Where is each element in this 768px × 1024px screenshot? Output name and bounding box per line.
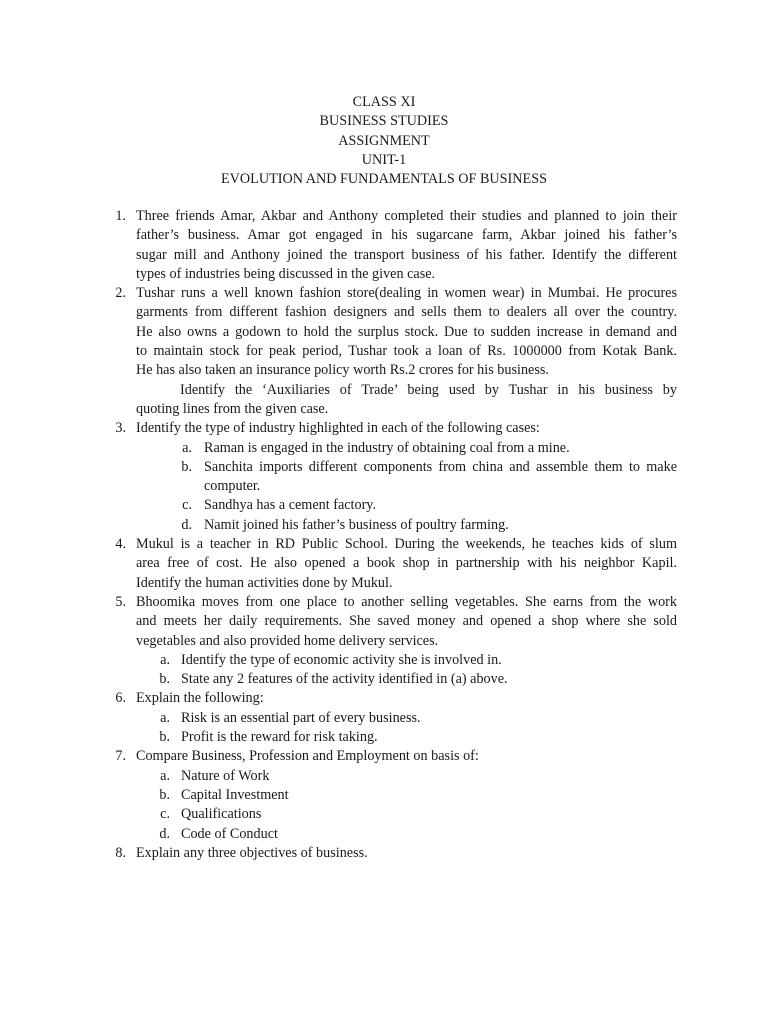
question-2 — [0, 284, 768, 303]
question-number: 6. — [115, 690, 126, 707]
unit-heading: UNIT-1 — [361, 151, 407, 168]
question-6 — [0, 689, 768, 708]
question-number: 7. — [115, 748, 126, 765]
sub-item-marker: a. — [160, 767, 170, 784]
sub-item-marker: d. — [181, 516, 192, 533]
question-list — [0, 207, 768, 863]
question-text-line: types of industries being discussed in the given case. — [136, 265, 436, 282]
sub-item — [0, 805, 768, 824]
question-text-line: He has also taken an insurance policy worth Rs.2 crores for his business. — [136, 362, 549, 379]
question-text-line: garments from different fashion designers and sells them to dealers all over the country. — [136, 304, 677, 321]
question-4 — [0, 535, 768, 554]
sub-item-marker: a. — [160, 651, 170, 668]
sub-item-marker: b. — [159, 729, 170, 746]
sub-item-text: Namit joined his father’s business of poultry farming. — [204, 516, 509, 533]
question-text-line: He also owns a godown to hold the surplus stock. Due to sudden increase in demand and — [136, 323, 677, 340]
assignment-heading: ASSIGNMENT — [338, 132, 430, 149]
sub-item-text: Code of Conduct — [181, 825, 278, 842]
sub-item — [0, 496, 768, 515]
question-text-line: sugar mill and Anthony joined the transport business of his father. Identify the different — [136, 246, 677, 263]
sub-item — [0, 670, 768, 689]
question-text-line: Three friends Amar, Akbar and Anthony completed their studies and planned to join their — [136, 208, 677, 224]
sub-item-marker: c. — [160, 806, 170, 823]
sub-item-marker: b. — [181, 458, 192, 475]
sub-item-text: Sanchita imports different components from china and assemble them to make — [204, 458, 677, 475]
question-number: 3. — [115, 420, 126, 437]
question-text-line: Explain any three objectives of business. — [136, 844, 368, 861]
sub-item-text: Qualifications — [181, 806, 262, 823]
question-number: 5. — [115, 593, 126, 610]
question-text-line: Identify the type of industry highlighted in each of the following cases: — [136, 420, 540, 437]
sub-item-marker: b. — [159, 671, 170, 688]
question-text-line: Explain the following: — [136, 690, 264, 707]
question-text-line: quoting lines from the given case. — [136, 400, 329, 417]
question-1 — [0, 207, 768, 226]
question-text-line: Identify the ‘Auxiliaries of Trade’ being used by Tushar in his business by — [180, 381, 677, 398]
question-3 — [0, 419, 768, 438]
question-text-line: Bhoomika moves from one place to another selling vegetables. She earns from the work — [136, 593, 677, 610]
sub-item-text: Sandhya has a cement factory. — [204, 497, 377, 514]
sub-item — [0, 709, 768, 728]
sub-item — [0, 458, 768, 477]
question-text-line: Compare Business, Profession and Employment on basis of: — [136, 748, 479, 765]
question-number: 1. — [115, 208, 126, 224]
sub-item-text: Profit is the reward for risk taking. — [181, 729, 378, 746]
class-heading: CLASS XI — [352, 94, 416, 110]
subject-heading: BUSINESS STUDIES — [319, 113, 449, 130]
question-text-line: and meets her daily requirements. She saved money and opened a shop where she sold — [136, 613, 677, 630]
sub-item-text: computer. — [204, 478, 261, 495]
question-5 — [0, 593, 768, 612]
sub-item — [0, 651, 768, 670]
question-text-line: to maintain stock for peak period, Tushar took a loan of Rs. 1000000 from Kotak Bank. — [136, 343, 677, 360]
sub-item-text: Risk is an essential part of every business. — [181, 709, 421, 726]
question-text-line: Mukul is a teacher in RD Public School. During the weekends, he teaches kids of slum — [136, 536, 677, 553]
question-text-line: vegetables and also provided home delivery services. — [136, 632, 439, 649]
sub-item-marker: a. — [182, 439, 192, 456]
sub-item — [0, 728, 768, 747]
sub-item — [0, 767, 768, 786]
question-number: 2. — [115, 285, 126, 302]
question-text-line: father’s business. Amar got engaged in his sugarcane farm, Akbar joined his father’s — [136, 227, 677, 244]
question-number: 4. — [115, 536, 126, 553]
sub-item-marker: d. — [159, 825, 170, 842]
sub-item — [0, 439, 768, 458]
question-text-line: area free of cost. He also opened a book shop in partnership with his neighbor Kapil. — [136, 555, 677, 572]
sub-item-text: Identify the type of economic activity she is involved in. — [181, 651, 502, 668]
sub-item-marker: b. — [159, 786, 170, 803]
sub-item-text: State any 2 features of the activity identified in (a) above. — [181, 671, 508, 688]
sub-item — [0, 516, 768, 535]
question-number: 8. — [115, 844, 126, 861]
sub-item-text: Raman is engaged in the industry of obtaining coal from a mine. — [204, 439, 570, 456]
question-7 — [0, 747, 768, 766]
sub-item-text: Nature of Work — [181, 767, 270, 784]
sub-item-marker: c. — [182, 497, 192, 514]
question-8 — [0, 844, 768, 863]
unit-title-heading: EVOLUTION AND FUNDAMENTALS OF BUSINESS — [221, 171, 547, 188]
sub-item-marker: a. — [160, 709, 170, 726]
sub-item — [0, 786, 768, 805]
question-text-line: Tushar runs a well known fashion store(dealing in women wear) in Mumbai. He procures — [136, 285, 677, 302]
question-text-line: Identify the human activities done by Mukul. — [136, 574, 393, 591]
assignment-header — [0, 93, 768, 189]
sub-item-text: Capital Investment — [181, 786, 289, 803]
sub-item — [0, 825, 768, 844]
